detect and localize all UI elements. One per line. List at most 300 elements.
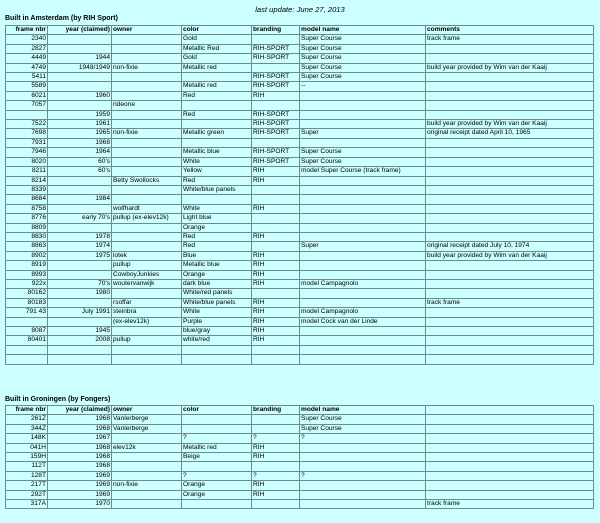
- table-row: [6, 462, 594, 471]
- cell-color: Metallic red: [182, 443, 252, 452]
- cell-branding: [252, 63, 300, 72]
- cell-year: 1970: [48, 500, 112, 509]
- cell-comments: [426, 279, 594, 288]
- table-row: [6, 214, 594, 223]
- cell-model-name: Super Course: [300, 63, 426, 72]
- cell-model-name: model Campagnolo: [300, 308, 426, 317]
- cell-color: [182, 138, 252, 147]
- cell-frame-nbr: 8758: [6, 204, 48, 213]
- table-row: [6, 298, 594, 307]
- cell-owner: [112, 289, 182, 298]
- cell-model-name: [300, 195, 426, 204]
- cell-year: 1968: [48, 443, 112, 452]
- cell-owner: [112, 327, 182, 336]
- cell-model-name: [300, 336, 426, 345]
- cell-branding: RIH: [252, 443, 300, 452]
- cell-model-name: [300, 110, 426, 119]
- cell-comments: [426, 355, 594, 364]
- cell-year: 1968: [48, 415, 112, 424]
- cell-frame-nbr: 8211: [6, 167, 48, 176]
- cell-year: [48, 44, 112, 53]
- column-header-owner: owner: [112, 406, 182, 415]
- cell-year: 1968: [48, 462, 112, 471]
- cell-comments: [426, 73, 594, 82]
- cell-year: July 1991: [48, 308, 112, 317]
- groningen-frames-table: [5, 405, 594, 509]
- cell-model-name: Super Course: [300, 73, 426, 82]
- table-row: [6, 345, 594, 354]
- table-row: [6, 242, 594, 251]
- table-row: [6, 129, 594, 138]
- table-row: [6, 167, 594, 176]
- cell-branding: ?: [252, 434, 300, 443]
- cell-comments: [426, 167, 594, 176]
- cell-comments: track frame: [426, 35, 594, 44]
- cell-owner: [112, 82, 182, 91]
- cell-color: [182, 415, 252, 424]
- cell-model-name: ?: [300, 434, 426, 443]
- cell-branding: RIH: [252, 308, 300, 317]
- cell-color: White: [182, 204, 252, 213]
- column-header-model-name: model name: [300, 406, 426, 415]
- cell-color: White/blue panels: [182, 298, 252, 307]
- cell-model-name: [300, 500, 426, 509]
- cell-frame-nbr: 159H: [6, 453, 48, 462]
- cell-model-name: [300, 298, 426, 307]
- cell-model-name: Super: [300, 242, 426, 251]
- cell-color: Metallic blue: [182, 148, 252, 157]
- cell-owner: non-fixie: [112, 63, 182, 72]
- cell-frame-nbr: 344Z: [6, 424, 48, 433]
- cell-branding: [252, 214, 300, 223]
- cell-branding: RIH-SPORT: [252, 110, 300, 119]
- cell-year: [48, 82, 112, 91]
- cell-model-name: [300, 232, 426, 241]
- cell-comments: [426, 345, 594, 354]
- cell-color: ?: [182, 471, 252, 480]
- cell-owner: lotek: [112, 251, 182, 260]
- cell-branding: [252, 462, 300, 471]
- cell-frame-nbr: 80401: [6, 336, 48, 345]
- cell-comments: [426, 82, 594, 91]
- cell-color: Blue: [182, 251, 252, 260]
- cell-color: White: [182, 157, 252, 166]
- cell-year: 1984: [48, 195, 112, 204]
- table-row: [6, 261, 594, 270]
- cell-comments: [426, 157, 594, 166]
- cell-owner: non-fixie: [112, 481, 182, 490]
- cell-branding: [252, 35, 300, 44]
- table-header-row: [6, 406, 594, 415]
- cell-comments: [426, 443, 594, 452]
- cell-model-name: Super Course: [300, 148, 426, 157]
- table-row: [6, 308, 594, 317]
- cell-color: [182, 355, 252, 364]
- cell-comments: [426, 54, 594, 63]
- cell-color: [182, 462, 252, 471]
- table-row: [6, 471, 594, 480]
- cell-frame-nbr: [6, 345, 48, 354]
- cell-comments: [426, 110, 594, 119]
- cell-model-name: [300, 355, 426, 364]
- column-header-year: year (claimed): [48, 26, 112, 35]
- cell-color: Metallic blue: [182, 261, 252, 270]
- cell-owner: [112, 35, 182, 44]
- cell-model-name: [300, 176, 426, 185]
- cell-color: Light blue: [182, 214, 252, 223]
- cell-comments: [426, 214, 594, 223]
- table-row: [6, 82, 594, 91]
- table-row: [6, 73, 594, 82]
- cell-comments: [426, 317, 594, 326]
- cell-frame-nbr: 8993: [6, 270, 48, 279]
- cell-year: [48, 355, 112, 364]
- cell-model-name: [300, 490, 426, 499]
- cell-model-name: [300, 138, 426, 147]
- section-title-groningen: Built in Groningen (by Fongers): [5, 396, 111, 403]
- cell-color: Metallic red: [182, 82, 252, 91]
- cell-frame-nbr: 8214: [6, 176, 48, 185]
- cell-frame-nbr: 8830: [6, 232, 48, 241]
- cell-owner: [112, 120, 182, 129]
- cell-owner: non-fixie: [112, 129, 182, 138]
- cell-branding: RIH: [252, 279, 300, 288]
- table-row: [6, 327, 594, 336]
- cell-frame-nbr: [6, 110, 48, 119]
- cell-frame-nbr: 791 43: [6, 308, 48, 317]
- cell-model-name: [300, 453, 426, 462]
- cell-branding: RIH: [252, 298, 300, 307]
- cell-branding: [252, 185, 300, 194]
- table-row: [6, 355, 594, 364]
- cell-model-name: [300, 223, 426, 232]
- cell-comments: build year provided by Wim van der Kaaij: [426, 63, 594, 72]
- table-row: [6, 101, 594, 110]
- cell-frame-nbr: 6021: [6, 91, 48, 100]
- cell-branding: [252, 195, 300, 204]
- cell-year: 1974: [48, 242, 112, 251]
- cell-owner: [112, 434, 182, 443]
- cell-color: Red: [182, 110, 252, 119]
- cell-model-name: model Cock van der Linde: [300, 317, 426, 326]
- cell-branding: RIH-SPORT: [252, 82, 300, 91]
- cell-comments: [426, 490, 594, 499]
- cell-branding: RIH: [252, 336, 300, 345]
- cell-branding: RIH: [252, 490, 300, 499]
- cell-owner: pullup: [112, 261, 182, 270]
- table-row: [6, 490, 594, 499]
- table-row: [6, 35, 594, 44]
- column-header-frame-nbr: frame nbr: [6, 26, 48, 35]
- cell-comments: [426, 415, 594, 424]
- cell-frame-nbr: 7946: [6, 148, 48, 157]
- cell-frame-nbr: 8684: [6, 195, 48, 204]
- cell-model-name: [300, 443, 426, 452]
- column-header-color: color: [182, 26, 252, 35]
- last-update: last update: June 27, 2013: [255, 5, 345, 14]
- cell-year: [48, 204, 112, 213]
- cell-comments: [426, 204, 594, 213]
- cell-model-name: Super Course: [300, 35, 426, 44]
- table-row: [6, 110, 594, 119]
- cell-frame-nbr: 7522: [6, 120, 48, 129]
- cell-model-name: [300, 327, 426, 336]
- cell-year: 1945: [48, 327, 112, 336]
- table-row: [6, 424, 594, 433]
- cell-comments: [426, 327, 594, 336]
- cell-color: [182, 500, 252, 509]
- cell-year: 1969: [48, 471, 112, 480]
- cell-year: 1975: [48, 251, 112, 260]
- cell-owner: (ex-elev12k): [112, 317, 182, 326]
- cell-comments: [426, 270, 594, 279]
- cell-color: [182, 120, 252, 129]
- cell-branding: RIH: [252, 232, 300, 241]
- cell-owner: pullup: [112, 336, 182, 345]
- cell-model-name: [300, 101, 426, 110]
- cell-frame-nbr: 8863: [6, 242, 48, 251]
- table-row: [6, 500, 594, 509]
- cell-branding: RIH: [252, 91, 300, 100]
- cell-comments: [426, 424, 594, 433]
- cell-frame-nbr: [6, 355, 48, 364]
- cell-color: blue/gray: [182, 327, 252, 336]
- cell-owner: [112, 490, 182, 499]
- table-row: [6, 44, 594, 53]
- cell-model-name: Super Course: [300, 44, 426, 53]
- cell-year: [48, 261, 112, 270]
- cell-owner: [112, 91, 182, 100]
- cell-owner: [112, 157, 182, 166]
- cell-year: [48, 298, 112, 307]
- cell-color: [182, 345, 252, 354]
- cell-frame-nbr: 80183: [6, 298, 48, 307]
- cell-owner: CowboyJunkies: [112, 270, 182, 279]
- cell-owner: [112, 73, 182, 82]
- cell-year: 1968: [48, 424, 112, 433]
- cell-branding: RIH-SPORT: [252, 148, 300, 157]
- cell-owner: Betty Swollocks: [112, 176, 182, 185]
- cell-color: Metallic green: [182, 129, 252, 138]
- table-row: [6, 415, 594, 424]
- cell-color: Gold: [182, 35, 252, 44]
- cell-frame-nbr: 8087: [6, 327, 48, 336]
- table-header-row: [6, 26, 594, 35]
- cell-branding: RIH-SPORT: [252, 73, 300, 82]
- cell-comments: [426, 308, 594, 317]
- cell-frame-nbr: 292T: [6, 490, 48, 499]
- cell-branding: ?: [252, 471, 300, 480]
- cell-frame-nbr: 148K: [6, 434, 48, 443]
- cell-frame-nbr: 7057: [6, 101, 48, 110]
- cell-branding: RIH-SPORT: [252, 44, 300, 53]
- table-row: [6, 289, 594, 298]
- cell-frame-nbr: 8339: [6, 185, 48, 194]
- cell-frame-nbr: 8902: [6, 251, 48, 260]
- table-row: [6, 317, 594, 326]
- cell-year: 1944: [48, 54, 112, 63]
- cell-model-name: [300, 481, 426, 490]
- cell-owner: [112, 138, 182, 147]
- cell-comments: [426, 289, 594, 298]
- cell-owner: Vanlerberge: [112, 424, 182, 433]
- cell-owner: Vanlerberge: [112, 415, 182, 424]
- table-row: [6, 270, 594, 279]
- cell-owner: rideone: [112, 101, 182, 110]
- table-row: [6, 185, 594, 194]
- column-header-color: color: [182, 406, 252, 415]
- cell-model-name: Super Course: [300, 54, 426, 63]
- column-header-branding: branding: [252, 406, 300, 415]
- cell-frame-nbr: 317A: [6, 500, 48, 509]
- cell-year: [48, 270, 112, 279]
- table-row: [6, 232, 594, 241]
- cell-branding: RIH: [252, 176, 300, 185]
- cell-frame-nbr: 2827: [6, 44, 48, 53]
- cell-frame-nbr: 922x: [6, 279, 48, 288]
- cell-color: [182, 73, 252, 82]
- cell-owner: [112, 185, 182, 194]
- cell-color: Metallic Red: [182, 44, 252, 53]
- cell-year: 2008: [48, 336, 112, 345]
- cell-comments: [426, 232, 594, 241]
- cell-color: Orange: [182, 223, 252, 232]
- cell-branding: [252, 355, 300, 364]
- cell-model-name: [300, 214, 426, 223]
- cell-comments: [426, 101, 594, 110]
- cell-model-name: [300, 185, 426, 194]
- cell-frame-nbr: 112T: [6, 462, 48, 471]
- table-row: [6, 279, 594, 288]
- cell-comments: build year provided by Wim van der Kaaij: [426, 120, 594, 129]
- cell-model-name: [300, 120, 426, 129]
- cell-comments: [426, 91, 594, 100]
- cell-comments: build year provided by Wim van der Kaaij: [426, 251, 594, 260]
- cell-year: 70's: [48, 279, 112, 288]
- table-row: [6, 120, 594, 129]
- cell-year: 1960: [48, 91, 112, 100]
- cell-branding: RIH: [252, 481, 300, 490]
- table-row: [6, 223, 594, 232]
- cell-comments: [426, 185, 594, 194]
- amsterdam-frames-table: [5, 25, 594, 365]
- cell-branding: [252, 138, 300, 147]
- column-header-model-name: model name: [300, 26, 426, 35]
- table-row: [6, 251, 594, 260]
- table-row: [6, 453, 594, 462]
- cell-year: 1969: [48, 481, 112, 490]
- table-row: [6, 91, 594, 100]
- table-row: [6, 443, 594, 452]
- cell-frame-nbr: 8020: [6, 157, 48, 166]
- cell-color: Purple: [182, 317, 252, 326]
- cell-model-name: [300, 462, 426, 471]
- cell-owner: [112, 44, 182, 53]
- cell-branding: RIH-SPORT: [252, 120, 300, 129]
- cell-frame-nbr: 261Z: [6, 415, 48, 424]
- cell-color: [182, 195, 252, 204]
- cell-comments: [426, 434, 594, 443]
- cell-branding: RIH: [252, 251, 300, 260]
- cell-branding: RIH-SPORT: [252, 129, 300, 138]
- column-header-comments: [426, 406, 594, 415]
- cell-color: Red: [182, 176, 252, 185]
- cell-comments: [426, 261, 594, 270]
- cell-owner: [112, 232, 182, 241]
- cell-owner: [112, 195, 182, 204]
- cell-comments: original receipt dated April 10, 1965: [426, 129, 594, 138]
- cell-color: Red: [182, 242, 252, 251]
- cell-color: Orange: [182, 270, 252, 279]
- cell-comments: [426, 195, 594, 204]
- cell-color: [182, 424, 252, 433]
- cell-model-name: Super Course: [300, 424, 426, 433]
- cell-color: Red: [182, 91, 252, 100]
- cell-branding: [252, 242, 300, 251]
- column-header-frame-nbr: frame nbr: [6, 406, 48, 415]
- cell-owner: steinbra: [112, 308, 182, 317]
- cell-owner: [112, 471, 182, 480]
- cell-owner: [112, 110, 182, 119]
- cell-comments: [426, 44, 594, 53]
- cell-year: 60's: [48, 157, 112, 166]
- cell-branding: RIH: [252, 204, 300, 213]
- cell-model-name: [300, 345, 426, 354]
- cell-color: White: [182, 308, 252, 317]
- cell-comments: track frame: [426, 500, 594, 509]
- cell-frame-nbr: 8776: [6, 214, 48, 223]
- cell-model-name: model Campagnolo: [300, 279, 426, 288]
- cell-year: [48, 223, 112, 232]
- cell-frame-nbr: 7931: [6, 138, 48, 147]
- cell-frame-nbr: 80162: [6, 289, 48, 298]
- cell-year: [48, 345, 112, 354]
- cell-comments: [426, 481, 594, 490]
- cell-model-name: Super Course: [300, 415, 426, 424]
- cell-color: White/red panels: [182, 289, 252, 298]
- cell-model-name: [300, 261, 426, 270]
- table-row: [6, 54, 594, 63]
- cell-owner: pullup (ex-elev12k): [112, 214, 182, 223]
- cell-year: 1968: [48, 453, 112, 462]
- cell-branding: [252, 345, 300, 354]
- cell-year: 1948/1949: [48, 63, 112, 72]
- cell-color: Orange: [182, 490, 252, 499]
- cell-comments: [426, 148, 594, 157]
- cell-year: [48, 35, 112, 44]
- cell-branding: [252, 415, 300, 424]
- cell-color: white/red: [182, 336, 252, 345]
- cell-branding: RIH-SPORT: [252, 157, 300, 166]
- cell-branding: RIH: [252, 261, 300, 270]
- cell-frame-nbr: 041H: [6, 443, 48, 452]
- cell-frame-nbr: 7698: [6, 129, 48, 138]
- cell-year: early 70's: [48, 214, 112, 223]
- cell-branding: RIH: [252, 270, 300, 279]
- cell-comments: original receipt dated July 10, 1974: [426, 242, 594, 251]
- cell-year: 60's: [48, 167, 112, 176]
- cell-frame-nbr: 2340: [6, 35, 48, 44]
- cell-frame-nbr: 5411: [6, 73, 48, 82]
- cell-model-name: [300, 270, 426, 279]
- cell-owner: [112, 223, 182, 232]
- cell-branding: [252, 223, 300, 232]
- cell-year: 1965: [48, 129, 112, 138]
- cell-year: 1969: [48, 490, 112, 499]
- cell-year: 1967: [48, 434, 112, 443]
- cell-model-name: [300, 289, 426, 298]
- cell-year: 1959: [48, 110, 112, 119]
